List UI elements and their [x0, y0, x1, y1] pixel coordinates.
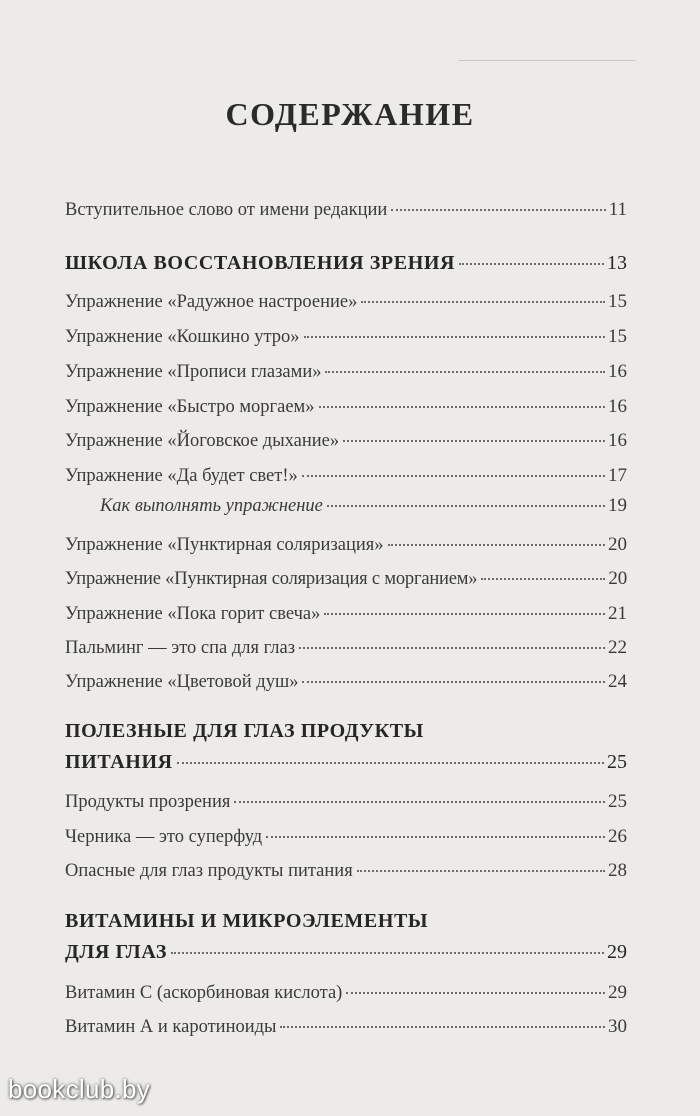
toc-entry-page: 30 — [608, 1016, 627, 1037]
toc-entry-label: Упражнение «Быстро моргаем» — [65, 397, 315, 417]
toc-entry-label: Продукты прозрения — [65, 792, 231, 812]
running-header-rule — [458, 60, 636, 61]
toc-entry — [65, 534, 627, 556]
toc-entry — [65, 603, 627, 625]
toc-leader-dots — [299, 647, 605, 649]
toc-entry-label: Упражнение «Цветовой душ» — [65, 672, 299, 692]
toc-leader-dots — [391, 209, 605, 211]
toc-entry — [65, 860, 627, 882]
toc-entry-page: 17 — [608, 465, 627, 486]
toc-entry-page: 16 — [608, 396, 627, 417]
toc-section-label: ШКОЛА ВОССТАНОВЛЕНИЯ ЗРЕНИЯ — [65, 252, 456, 274]
toc-entry-label: Упражнение «Пока горит свеча» — [65, 604, 321, 624]
toc-leader-dots — [302, 681, 605, 683]
toc-section — [65, 941, 627, 963]
toc-leader-dots — [343, 440, 605, 442]
toc-entry-page: 22 — [608, 637, 627, 658]
toc-entry-label: Упражнение «Пунктирная соляризация» — [65, 535, 384, 555]
page-title: СОДЕРЖАНИЕ — [225, 96, 475, 132]
toc-entry-label: Вступительное слово от имени редакции — [65, 200, 388, 220]
toc-section-page: 25 — [607, 751, 627, 773]
toc-section-label: ДЛЯ ГЛАЗ — [65, 941, 168, 963]
toc-leader-dots — [325, 371, 605, 373]
toc-leader-dots — [324, 613, 605, 615]
toc-entry-page: 20 — [608, 534, 627, 555]
toc-subentry-page: 19 — [608, 495, 627, 516]
toc-entry-label: Черника — это суперфуд — [65, 827, 263, 847]
toc-leader-dots — [304, 336, 605, 338]
toc-leader-dots — [388, 544, 605, 546]
toc-entry — [65, 826, 627, 848]
toc-subentry — [65, 495, 627, 517]
toc-leader-dots — [234, 801, 605, 803]
toc-section-page: 13 — [607, 252, 627, 274]
toc-entry — [65, 637, 627, 659]
toc-entry-label: Витамин С (аскорбиновая кислота) — [65, 983, 343, 1003]
toc-entry-page: 28 — [608, 860, 627, 881]
toc-entry-page: 20 — [608, 568, 627, 589]
toc-entry — [65, 568, 627, 590]
toc-entry-page: 16 — [608, 430, 627, 451]
toc-subentry-label: Как выполнять упражнение — [100, 496, 323, 516]
toc-entry-page: 11 — [608, 199, 627, 220]
toc-leader-dots — [346, 992, 605, 994]
toc-entry — [65, 396, 627, 418]
toc-leader-dots — [459, 263, 604, 265]
toc-entry — [65, 326, 627, 348]
toc-entry-page: 16 — [608, 361, 627, 382]
toc-entry — [65, 671, 627, 693]
watermark-text: bookclub.by — [8, 1074, 151, 1104]
toc-entry — [65, 982, 627, 1004]
toc-leader-dots — [481, 578, 605, 580]
toc-entry-label: Упражнение «Да будет свет!» — [65, 466, 298, 486]
toc-entry — [65, 465, 627, 487]
toc-section-page: 29 — [607, 941, 627, 963]
toc-leader-dots — [302, 475, 605, 477]
toc-entry-page: 26 — [608, 826, 627, 847]
toc-entry-label: Упражнение «Кошкино утро» — [65, 327, 300, 347]
toc-entry-page: 15 — [608, 326, 627, 347]
toc-leader-dots — [319, 406, 606, 408]
toc-section — [65, 751, 627, 773]
toc-leader-dots — [171, 952, 604, 954]
toc-entry — [65, 1016, 627, 1038]
toc-entry-label: Витамин А и каротиноиды — [65, 1017, 277, 1037]
toc-entry — [65, 291, 627, 313]
toc-section — [65, 252, 627, 274]
toc-entry — [65, 430, 627, 452]
toc-entry-label: Упражнение «Пунктирная соляризация с морганием» — [65, 569, 478, 589]
toc-leader-dots — [361, 301, 605, 303]
toc-section-label: ПИТАНИЯ — [65, 751, 173, 773]
toc-leader-dots — [357, 870, 605, 872]
toc-entry-page: 24 — [608, 671, 627, 692]
toc-entry-label: Опасные для глаз продукты питания — [65, 861, 353, 881]
toc-entry-label: Пальминг — это спа для глаз — [65, 638, 296, 658]
toc-entry-page: 15 — [608, 291, 627, 312]
toc-entry-page: 29 — [608, 982, 627, 1003]
toc-entry-page: 25 — [608, 791, 627, 812]
toc-leader-dots — [327, 505, 605, 507]
toc-entry — [65, 791, 627, 813]
toc-entry-label: Упражнение «Йоговское дыхание» — [65, 431, 340, 451]
toc-leader-dots — [177, 762, 604, 764]
toc-leader-dots — [266, 836, 605, 838]
toc-entry — [65, 361, 627, 383]
toc-leader-dots — [280, 1026, 605, 1028]
toc-section-label-line1: ВИТАМИНЫ И МИКРОЭЛЕМЕНТЫ — [65, 910, 429, 932]
toc-entry — [65, 199, 627, 221]
toc-entry-page: 21 — [608, 603, 627, 624]
toc-entry-label: Упражнение «Прописи глазами» — [65, 362, 322, 382]
toc-section-label-line1: ПОЛЕЗНЫЕ ДЛЯ ГЛАЗ ПРОДУКТЫ — [65, 720, 424, 742]
toc-entry-label: Упражнение «Радужное настроение» — [65, 292, 358, 312]
